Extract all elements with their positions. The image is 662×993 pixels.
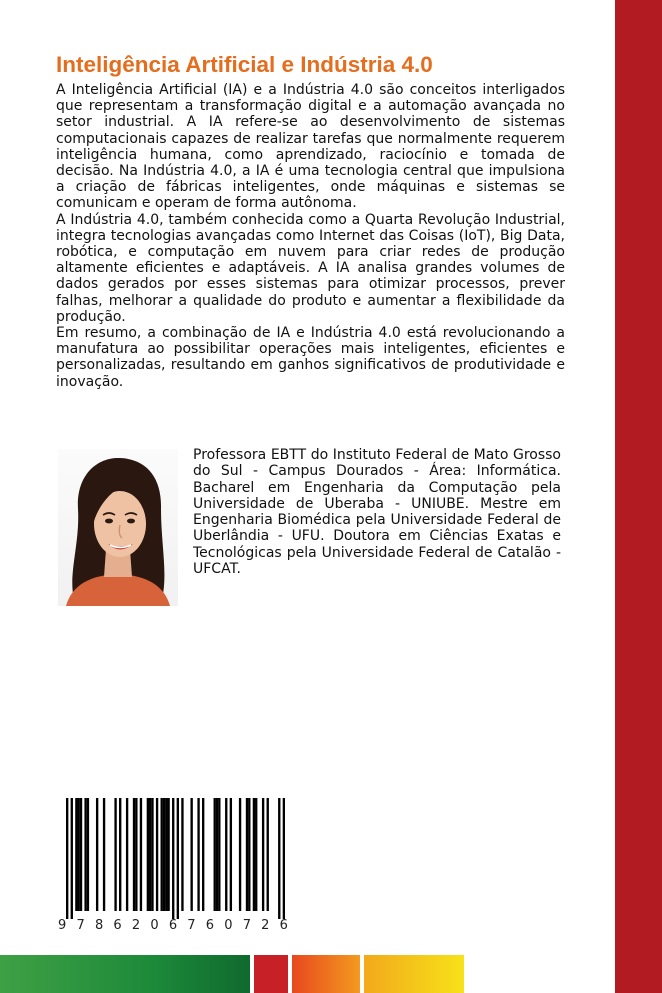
book-title: Inteligência Artificial e Indústria 4.0: [56, 52, 433, 77]
barcode-bar: [283, 798, 285, 919]
barcode-bar: [172, 798, 174, 919]
barcode-bar: [239, 798, 241, 911]
footer-stripe-yellow: [364, 955, 464, 993]
isbn-digit: 6: [205, 918, 215, 933]
synopsis-paragraph-1: A Inteligência Artificial (IA) e a Indústria 4.0 são conceitos interligados que representam a transformação digital e a automação avançada no setor industrial. A IA refere-se ao desenvolvimento de sistemas computacionais capazes de realizar tarefas que normalmente requerem inteligência humana, como aprendizado, raciocínio e tomada de decisão. Na Indústria 4.0, a IA é uma tecnologia central que impulsiona a criação de fábricas inteligentes, onde máquinas e sistemas se comunicam e operam de forma autônoma.: [56, 82, 565, 212]
barcode-bar: [214, 798, 216, 911]
author-bio: Professora EBTT do Instituto Federal de Mato Grosso do Sul - Campus Dourados - Área: Informática. Bacharel em Engenharia da Computação pela Universidade de Uberaba - UNIUBE. Mestre em Engenharia Biomédica pela Universidade Federal de Uberlândia - UFU. Doutora em Ciências Exatas e Tecnológicas pela Universidade Federal de Catalão - UFCAT.: [193, 447, 561, 578]
barcode-bar: [253, 798, 255, 911]
barcode-bar: [114, 798, 116, 911]
author-photo: [58, 449, 178, 606]
isbn-digit: 7: [76, 918, 85, 933]
barcode-bar: [149, 798, 151, 911]
barcode-bar: [147, 798, 149, 911]
barcode-bar: [140, 798, 142, 911]
barcode-bar: [103, 798, 105, 911]
barcode-bar: [78, 798, 80, 911]
barcode-bar: [163, 798, 165, 911]
isbn-digit: 6: [168, 918, 178, 933]
barcode-bar: [151, 798, 153, 911]
isbn-digit: 0: [150, 918, 159, 933]
barcode-bar: [119, 798, 121, 911]
barcode-bar: [126, 798, 128, 911]
synopsis: [56, 82, 565, 390]
synopsis-paragraph-3: Em resumo, a combinação de IA e Indústria 4.0 está revolucionando a manufatura ao possibilitar operações mais inteligentes, eficientes e personalizadas, resultando em ganhos significativos de produtividade e inovação.: [56, 325, 565, 390]
side-color-band: [615, 0, 662, 993]
barcode-bar: [71, 798, 73, 919]
footer-stripe-orange: [292, 955, 360, 993]
barcode-bar: [156, 798, 158, 911]
barcode-bar: [248, 798, 250, 911]
isbn-digit: 2: [131, 918, 141, 933]
footer-stripe-green: [0, 955, 250, 993]
barcode-bar: [165, 798, 167, 911]
isbn-digit: 0: [224, 918, 233, 933]
isbn-digit: 7: [242, 918, 251, 933]
barcode-bar: [135, 798, 137, 911]
barcode-bar: [75, 798, 77, 911]
barcode-bar: [181, 798, 183, 911]
barcode-bar: [216, 798, 218, 911]
barcode-bar: [80, 798, 82, 911]
barcode-bar: [87, 798, 89, 911]
isbn-digit: 2: [261, 918, 270, 933]
barcode-bar: [190, 798, 192, 911]
barcode-bar: [197, 798, 199, 911]
barcode-bar: [161, 798, 163, 911]
barcode-bar: [246, 798, 248, 911]
footer-stripe-red: [254, 955, 288, 993]
barcode-bar: [278, 798, 280, 919]
isbn-digit: 8: [94, 918, 104, 933]
isbn-digit: 9: [58, 918, 67, 933]
barcode-bar: [202, 798, 204, 911]
barcode-bar: [133, 798, 135, 911]
barcode-bar: [225, 798, 227, 911]
barcode-bar: [167, 798, 169, 911]
barcode-bar: [66, 798, 68, 919]
isbn-digit: 6: [113, 918, 122, 933]
barcode-bar: [230, 798, 232, 911]
isbn-digit: 7: [187, 918, 196, 933]
barcode-bar: [96, 798, 98, 911]
barcode-bar: [255, 798, 257, 911]
synopsis-paragraph-2: A Indústria 4.0, também conhecida como a Quarta Revolução Industrial, integra tecnologias avançadas como Internet das Coisas (IoT), Big Data, robótica, e computação em nuvem para criar redes de produção altamente eficientes e adaptáveis. A IA analisa grandes volumes de dados gerados por esses sistemas para otimizar processos, prever falhas, melhorar a qualidade do produto e aumentar a flexibilidade da produção.: [56, 211, 565, 325]
barcode-bar: [218, 798, 220, 911]
barcode-bar: [262, 798, 264, 911]
barcode-bar: [84, 798, 86, 911]
barcode-bar: [267, 798, 269, 911]
isbn-digit: 6: [279, 918, 288, 933]
isbn-barcode: [66, 798, 285, 919]
barcode-bar: [177, 798, 179, 919]
isbn-number: [58, 918, 288, 933]
